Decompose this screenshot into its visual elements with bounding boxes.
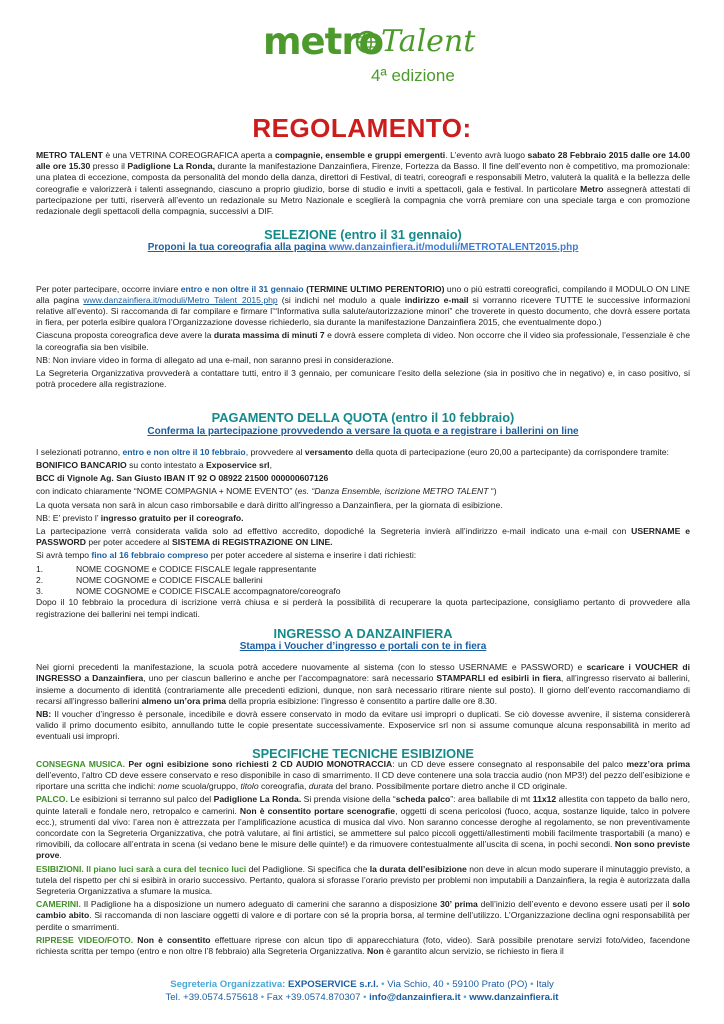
pagamento-paragraph-5: La quota versata non sarà in alcun caso rimborsabile e darà diritto all’ingresso a Danzainfiera, per la giornata di esibizione. [36, 499, 503, 510]
pagamento-subheading: Conferma la partecipazione provvedendo a versare la quota e a registrare i ballerini on line [147, 425, 579, 437]
selezione-paragraph-4: La Segreteria Organizzativa provvederà a contattare tutti, entro il 3 gennaio, per comunicare l’esito della selezione (sia in positivo che in negativo) e, in caso positivo, si potrà procedere alla registrazione. [36, 368, 690, 390]
pagamento-paragraph-9: Dopo il 10 febbraio la procedura di iscrizione verrà chiusa e si perderà la possibilità di recuperare la quota partecipazione, consigliamo pertanto di provvedere alla registrazione dei ballerini nei tempi indicati. [36, 597, 690, 619]
pagamento-paragraph-1: I selezionati potranno, entro e non oltre il 10 febbraio, provvedere al versamento della quota di partecipazione (euro 20,00 a partecipante) da corrispondere tramite: [36, 446, 669, 457]
intro-paragraph: METRO TALENT è una VETRINA COREOGRAFICA aperta a compagnie, ensemble e gruppi emergenti. L’evento avrà luogo sabato 28 Febbraio 2015 dalle ore 14.00 alle ore 15.30 presso il Padiglione La Ronda, durante la manifestazione Danzainfiera, Firenze, Fortezza da Basso. Il fine dell’evento non è competitivo, ma promozionale: una platea di eccezione, composta da personalità del mondo della danza, direttori di Festival, di teatri, coreografi e responsabili Metro, valuterà la qualità e la bellezza delle coreografie e valorizzerà i talenti assegnando, ciascuno a proprio giudizio, borse di studio e inviti a spettacoli, gala e festival. In particolare Metro assegnerà attestati di partecipazione per tutti, riserverà all’evento un redazionale su Metro Nazionale e sceglierà la compagnia che vorrà premiare con una speciale targa e con promozione redazionale degli spettacoli della compagnia, successivi a DIF. [36, 150, 690, 217]
specifiche-camerini: CAMERINI. Il Padiglione ha a disposizione un numero adeguato di camerini che saranno a disposizione 30’ prima dell’inizio dell’evento e devono essere usati per il solo cambio abito. Si raccomanda di non lasciare oggetti di valore e di portare con sé la propria borsa, al termine dell’utilizzo. L’Organizzazione declina ogni responsabilità per perdite o smarrimenti. [36, 899, 690, 932]
pagamento-paragraph-6: NB: E’ previsto l’ ingresso gratuito per il coreografo. [36, 512, 244, 523]
list-item: 2. NOME COGNOME e CODICE FISCALE ballerini [36, 574, 263, 585]
logo-talent-text: Talent [381, 24, 476, 59]
metrotalent-page-link[interactable]: www.danzainfiera.it/moduli/METROTALENT2015.php [328, 242, 579, 254]
selezione-paragraph-1: Per poter partecipare, occorre inviare entro e non oltre il 31 gennaio (TERMINE ULTIMO PERENTORIO) uno o più estratti coreografici, compilando il MODULO ON LINE alla pagina www.danzainfiera.it/moduli/Metro_Talent_2015.php (si indichi nel modulo a quale indirizzo e-mail si vorranno ricevere TUTTE le successive informazioni relative all’evento). Si raccomanda di far compilare e firmare l’“Informativa sulla salute/autorizzazione minori” che troverete in questo documento, che dovrà essere portata in fiera, per poterla esibire qualora l’Organizzazione dovesse richiederlo, sia durante la manifestazione Danzainfiera 2015, che eventualmente dopo.) [36, 283, 690, 328]
specifiche-riprese: RIPRESE VIDEO/FOTO. Non è consentito effettuare riprese con alcun tipo di apparecchiatura (foto, video). Sarà possibile prenotare servizi foto/video, facendone richiesta scritta per tempo (entro e non oltre l’8 febbraio) alla Segreteria Organizzativa. Non è garantito alcun servizio, se richiesto in fiera il [36, 934, 690, 956]
section-heading-ingresso: INGRESSO A DANZAINFIERA [273, 625, 453, 641]
page-footer [0, 978, 724, 1004]
ingresso-subheading: Stampa i Voucher d’ingresso e portali con te in fiera [239, 640, 487, 652]
specifiche-palco: PALCO. Le esibizioni si terranno sul palco del Padiglione La Ronda. Si prenda visione della “scheda palco”: area ballabile di mt 11x12 allestita con tappeto da ballo nero, quinte laterali e fondale nero, retropalco e camerini. Non è consentito portare scenografie, oggetti di scena pericolosi (fuoco, acqua, sostanze liquide, talco in polvere ecc.), strumenti dal vivo: l’area non è attrezzata per l’amplificazione acustica di musica dal vivo. Non saranno concesse deroghe al regolamento, se non preventivamente concordate con la Segreteria Organizzativa, che potrà valutare, ai fini artistici, se ammettere sul palco piccoli oggetti/allestimenti mobili facilmente trasportabili (a mano) e rimovibili, da collocare all’entrata in scena (si vedano bene le misure delle quinte!) e da rimuovere contestualmente all’uscita di scena, in pochi secondi. Non sono previste prove. [36, 794, 691, 861]
document-body [36, 150, 690, 959]
pagamento-paragraph-4: con indicato chiaramente “NOME COMPAGNIA + NOME EVENTO” (es. “Danza Ensemble, iscrizione METRO TALENT “) [36, 486, 497, 497]
pagamento-paragraph-2: BONIFICO BANCARIO su conto intestato a Exposervice srl, [36, 460, 272, 471]
section-heading-selezione: SELEZIONE (entro il 31 gennaio) [264, 227, 462, 243]
section-heading-pagamento: PAGAMENTO DELLA QUOTA (entro il 10 febbraio) [211, 410, 515, 426]
footer-email-link[interactable]: info@danzainfiera.it [369, 992, 461, 1003]
pagamento-paragraph-7: La partecipazione verrà considerata valida solo ad effettivo accredito, dopodiché la Segreteria invierà all’indirizzo e-mail indicato una e-mail con USERNAME e PASSWORD per poter accedere al SISTEMA di REGISTRAZIONE ON LINE. [36, 526, 690, 548]
selezione-paragraph-2: Ciascuna proposta coreografica deve avere la durata massima di minuti 7 e dovrà essere completa di video. Non occorre che il video sia professionale, l’essenziale è che la coreografia sia ben visibile. [36, 330, 690, 352]
list-item: 1. NOME COGNOME e CODICE FISCALE legale rappresentante [36, 563, 317, 574]
ingresso-paragraph-1: Nei giorni precedenti la manifestazione, la scuola potrà accedere nuovamente al sistema (con lo stesso USERNAME e PASSWORD) e scaricare i VOUCHER di INGRESSO a Danzainfiera, uno per ciascun ballerino e anche per l’accompagnatore: sarà necessario STAMPARLI ed esibirli in fiera, all’ingresso riservato ai ballerini, insieme a documento di identità (contrariamente alle precedenti edizioni, dunque, non sarà necessario ritirare niente sul posto). Il giorno dell’evento raccomandiamo di recarsi all’ingresso ballerini almeno un’ora prima della propria esibizione: l’ingresso è consentito a partire dalle ore 8.30. [36, 662, 690, 706]
globe-icon [355, 30, 379, 54]
list-item: 3. NOME COGNOME e CODICE FISCALE accompagnatore/coreografo [36, 586, 341, 597]
ingresso-paragraph-2: NB: Il voucher d’ingresso è personale, incedibile e dovrà essere conservato in modo da evitare usi impropri o duplicati. Se ciò dovesse avvenire, il sistema considererà valido il primo documento esibito, annullando tutte le copie presentate successivamente. Exposervice srl non si assume comunque alcuna responsabilità in merito ad eventuali usi impropri. [36, 708, 690, 742]
footer-line-1: Segreteria Organizzativa: EXPOSERVICE s.r.l. • Via Schio, 40 • 59100 Prato (PO) • Italy [170, 979, 554, 990]
logo-metro-text: metro [263, 20, 384, 63]
metro-talent-logo [263, 20, 476, 90]
logo-edition: 4ª edizione [371, 66, 455, 85]
page-title: REGOLAMENTO: [252, 113, 472, 143]
footer-website-link[interactable]: www.danzainfiera.it [469, 992, 559, 1003]
modulo-online-link[interactable]: www.danzainfiera.it/moduli/Metro_Talent_2015.php [83, 294, 278, 305]
pagamento-paragraph-8: Si avrà tempo fino al 16 febbraio compreso per poter accedere al sistema e inserire i dati richiesti: [36, 550, 417, 561]
selezione-paragraph-3: NB: Non inviare video in forma di allegato ad una e-mail, non saranno presi in considerazione. [36, 354, 394, 365]
section-heading-specifiche: SPECIFICHE TECNICHE ESIBIZIONE [252, 745, 474, 761]
footer-line-2: Tel. +39.0574.575618 • Fax +39.0574.870307 • info@danzainfiera.it • www.danzainfiera.it [165, 992, 559, 1003]
pagamento-iban: BCC di Vignole Ag. San Giusto IBAN IT 92 O 08922 21500 000000607126 [36, 473, 329, 484]
selezione-subheading: Proponi la tua coreografia alla pagina www.danzainfiera.it/moduli/METROTALENT2015.php [147, 242, 579, 254]
required-data-list [36, 564, 690, 598]
specifiche-esibizioni: ESIBIZIONI. Il piano luci sarà a cura del tecnico luci del Padiglione. Si specifica che la durata dell’esibizione non deve in alcun modo superare il minutaggio previsto, a tutela del rispetto per chi si esibirà in orario successivo. Pertanto, qualora si sforasse l’orario previsto per problemi non imputabili a Danzainfiera, la regia è autorizzata dalla Segreteria Organizzativa a sfumare la musica. [36, 863, 691, 896]
specifiche-musica: CONSEGNA MUSICA. Per ogni esibizione sono richiesti 2 CD AUDIO MONOTRACCIA: un CD deve essere consegnato al responsabile del palco mezz’ora prima dell’evento, l’altro CD deve essere conservato e reso disponibile in caso di smarrimento. Il CD deve contenere una sola traccia audio (non MP3!) del pezzo dell’esibizione e riportare una scritta che indichi: nome scuola/gruppo, titolo coreografia, durata del brano. Possibilmente portare dietro anche il CD originale. [36, 758, 690, 792]
